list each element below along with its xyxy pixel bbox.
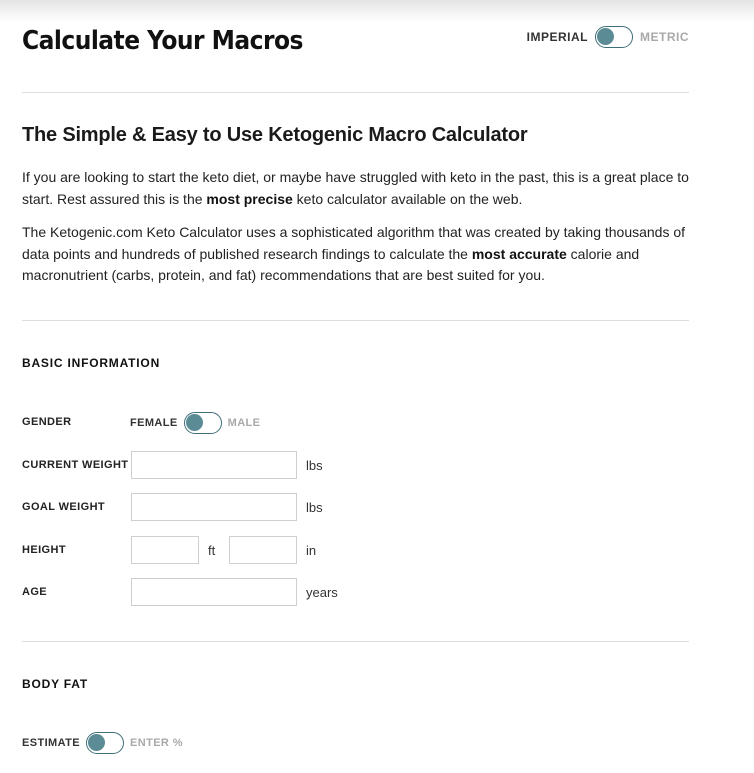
goal-weight-label: GOAL WEIGHT	[22, 501, 106, 513]
height-label: HEIGHT	[22, 544, 66, 556]
p2-text-end: calorie and macronutrient (carbs, protein, and fat) recommendations that are best suited for you.	[22, 245, 640, 283]
intro-heading: The Simple & Easy to Use Ketogenic Macro Calculator	[22, 124, 528, 146]
age-input[interactable]	[131, 578, 297, 606]
body-fat-toggle-switch[interactable]	[86, 732, 124, 754]
gender-label: GENDER	[22, 416, 72, 428]
height-feet-unit: ft	[208, 543, 216, 558]
p1-text-end: keto calculator available on the web.	[292, 190, 523, 207]
toggle-knob	[597, 28, 614, 45]
goal-weight-unit: lbs	[306, 500, 323, 515]
age-label: AGE	[22, 586, 48, 598]
height-feet-input[interactable]	[131, 536, 199, 564]
header-divider	[22, 92, 689, 93]
basic-info-title: BASIC INFORMATION	[22, 356, 161, 370]
intro-paragraph-2	[22, 222, 692, 287]
p2-text: The Ketogenic.com Keto Calculator uses a sophisticated algorithm that was created by taking thousands of data points and hundreds of published research findings to calculate the	[22, 224, 686, 262]
current-weight-label: CURRENT WEIGHT	[22, 459, 129, 471]
enter-percent-label[interactable]: ENTER %	[130, 737, 183, 749]
body-fat-title: BODY FAT	[22, 677, 88, 691]
toggle-knob	[186, 414, 203, 431]
male-label[interactable]: MALE	[227, 417, 261, 429]
p2-bold: most accurate	[471, 245, 567, 262]
goal-weight-input[interactable]	[131, 493, 297, 521]
gender-toggle-switch[interactable]	[184, 412, 222, 434]
imperial-label[interactable]: IMPERIAL	[526, 30, 588, 44]
basic-info-divider	[22, 641, 689, 642]
current-weight-unit: lbs	[306, 458, 323, 473]
age-unit: years	[306, 585, 338, 600]
intro-divider	[22, 320, 689, 321]
metric-label[interactable]: METRIC	[640, 30, 689, 44]
female-label[interactable]: FEMALE	[130, 417, 178, 429]
top-shadow	[0, 0, 754, 22]
intro-paragraph-1	[22, 167, 692, 210]
page-title: Calculate Your Macros	[22, 26, 303, 56]
current-weight-input[interactable]	[131, 451, 297, 479]
height-inches-unit: in	[306, 543, 317, 558]
height-inches-input[interactable]	[229, 536, 297, 564]
p1-text: If you are looking to start the keto diet, or maybe have struggled with keto in the past, this is a great place to start. Rest assured this is the	[22, 169, 689, 207]
estimate-label[interactable]: ESTIMATE	[22, 737, 80, 749]
toggle-knob	[88, 734, 105, 751]
gender-toggle-group	[130, 412, 260, 434]
body-fat-toggle-group	[22, 732, 183, 754]
p1-bold: most precise	[206, 190, 293, 207]
unit-toggle-group	[527, 26, 689, 48]
unit-toggle-switch[interactable]	[595, 26, 633, 48]
